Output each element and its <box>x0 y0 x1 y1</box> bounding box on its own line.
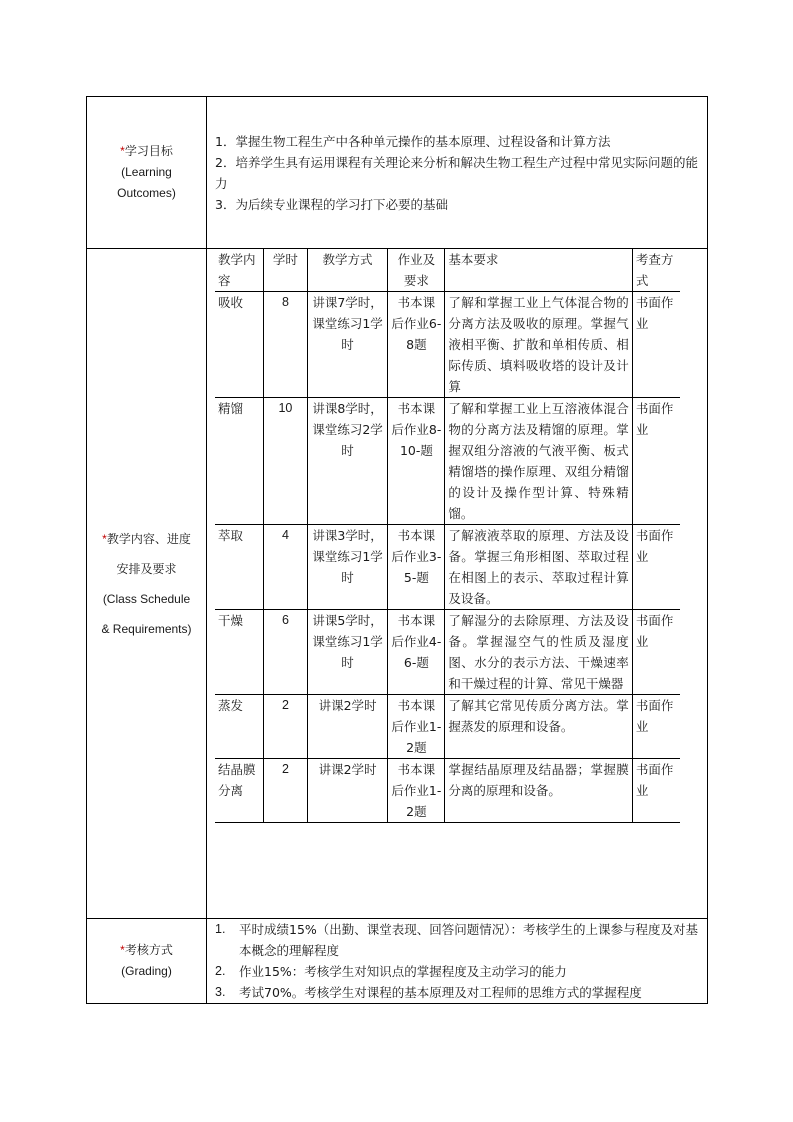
header-assessment: 考查方式 <box>632 249 680 292</box>
grading-label-cn: 考核方式 <box>124 943 173 957</box>
learning-outcome-item: 2．培养学生具有运用课程有关理论来分析和解决生物工程生产过程中常见实际问题的能力 <box>215 154 698 191</box>
row-hours: 2 <box>264 695 307 759</box>
schedule-header-row <box>215 249 680 292</box>
row-hours: 2 <box>264 759 307 823</box>
grading-item-number: 1. <box>215 922 226 936</box>
row-homework: 书本课后作业8-10-题 <box>388 398 445 525</box>
schedule-inner-table <box>215 249 680 823</box>
grading-item <box>215 961 701 982</box>
row-assessment: 书面作业 <box>632 292 680 398</box>
row-homework: 书本课后作业4-6-题 <box>388 610 445 695</box>
table-row <box>215 610 680 695</box>
table-row <box>215 759 680 823</box>
learning-outcomes-label-en-2: Outcomes) <box>117 186 176 200</box>
grading-item <box>215 982 701 1003</box>
grading-item-text: 平时成绩15%（出勤、课堂表现、回答问题情况）：考核学生的上课参与程度及对基本概念的理解程度 <box>239 922 699 958</box>
learning-outcome-item: 3．为后续专业课程的学习打下必要的基础 <box>215 196 448 212</box>
row-requirements: 了解湿分的去除原理、方法及设备。掌握湿空气的性质及湿度图、水分的表示方法、干燥速率和干燥过程的计算、常见干燥器 <box>445 610 632 695</box>
required-star: * <box>102 531 107 546</box>
row-assessment: 书面作业 <box>632 398 680 525</box>
schedule-label-en-2: & Requirements) <box>101 621 192 636</box>
row-assessment: 书面作业 <box>632 759 680 823</box>
row-content: 萃取 <box>215 525 264 610</box>
grading-item-text: 作业15%：考核学生对知识点的掌握程度及主动学习的能力 <box>239 964 567 979</box>
learning-outcomes-label-cn: 学习目标 <box>124 144 173 158</box>
row-hours: 8 <box>264 292 307 398</box>
table-row <box>215 695 680 759</box>
schedule-label <box>87 249 207 919</box>
grading-label <box>87 919 207 1004</box>
schedule-content <box>207 249 708 919</box>
row-content: 干燥 <box>215 610 264 695</box>
table-row <box>215 292 680 398</box>
row-method: 讲课8学时，课堂练习2学时 <box>307 398 388 525</box>
schedule-label-cn-1: 教学内容、进度 <box>106 531 191 546</box>
row-assessment: 书面作业 <box>632 610 680 695</box>
row-hours: 6 <box>264 610 307 695</box>
row-requirements: 了解和掌握工业上气体混合物的分离方法及吸收的原理。掌握气液相平衡、扩散和单相传质、相际传质、填料吸收塔的设计及计算 <box>445 292 632 398</box>
row-homework: 书本课后作业1-2题 <box>388 759 445 823</box>
row-method: 讲课2学时 <box>307 695 388 759</box>
grading-row <box>87 919 708 1004</box>
learning-outcomes-label-en-1: (Learning <box>121 165 172 179</box>
header-requirements: 基本要求 <box>445 249 632 292</box>
row-content: 精馏 <box>215 398 264 525</box>
grading-item-number: 2. <box>215 964 226 978</box>
schedule-row <box>87 249 708 919</box>
row-homework: 书本课后作业1-2题 <box>388 695 445 759</box>
row-method: 讲课3学时，课堂练习1学时 <box>307 525 388 610</box>
grading-label-en: (Grading) <box>121 964 172 978</box>
learning-outcomes-row <box>87 97 708 249</box>
table-row <box>215 525 680 610</box>
row-content: 结晶膜分离 <box>215 759 264 823</box>
row-assessment: 书面作业 <box>632 525 680 610</box>
required-star: * <box>120 144 125 158</box>
row-hours: 4 <box>264 525 307 610</box>
schedule-label-en-1: (Class Schedule <box>102 591 191 606</box>
grading-content <box>207 919 708 1004</box>
learning-outcome-item: 1．掌握生物工程生产中各种单元操作的基本原理、过程设备和计算方法 <box>215 133 611 149</box>
row-homework: 书本课后作业6-8题 <box>388 292 445 398</box>
row-content: 蒸发 <box>215 695 264 759</box>
row-assessment: 书面作业 <box>632 695 680 759</box>
row-method: 讲课5学时，课堂练习1学时 <box>307 610 388 695</box>
grading-item <box>215 919 701 961</box>
row-requirements: 了解和掌握工业上互溶液体混合物的分离方法及精馏的原理。掌握双组分溶液的气液平衡、板式精馏塔的操作原理、双组分精馏的设计及操作型计算、特殊精馏。 <box>445 398 632 525</box>
row-hours: 10 <box>264 398 307 525</box>
row-requirements: 了解液液萃取的原理、方法及设备。掌握三角形相图、萃取过程在相图上的表示、萃取过程计算及设备。 <box>445 525 632 610</box>
row-requirements: 掌握结晶原理及结晶器；掌握膜分离的原理和设备。 <box>445 759 632 823</box>
grading-item-text: 考试70%。考核学生对课程的基本原理及对工程师的思维方式的掌握程度 <box>239 985 642 1000</box>
syllabus-table <box>86 96 708 1004</box>
row-method: 讲课7学时，课堂练习1学时 <box>307 292 388 398</box>
row-method: 讲课2学时 <box>307 759 388 823</box>
table-row <box>215 398 680 525</box>
row-requirements: 了解其它常见传质分离方法。掌握蒸发的原理和设备。 <box>445 695 632 759</box>
row-content: 吸收 <box>215 292 264 398</box>
schedule-label-cn-2: 安排及要求 <box>116 561 177 576</box>
row-homework: 书本课后作业3-5-题 <box>388 525 445 610</box>
required-star: * <box>120 943 125 957</box>
learning-outcomes-content <box>207 97 708 249</box>
header-hours: 学时 <box>264 249 307 292</box>
header-content: 教学内容 <box>215 249 264 292</box>
header-method: 教学方式 <box>307 249 388 292</box>
header-homework: 作业及要求 <box>388 249 445 292</box>
grading-item-number: 3. <box>215 985 226 999</box>
learning-outcomes-label <box>87 97 207 249</box>
